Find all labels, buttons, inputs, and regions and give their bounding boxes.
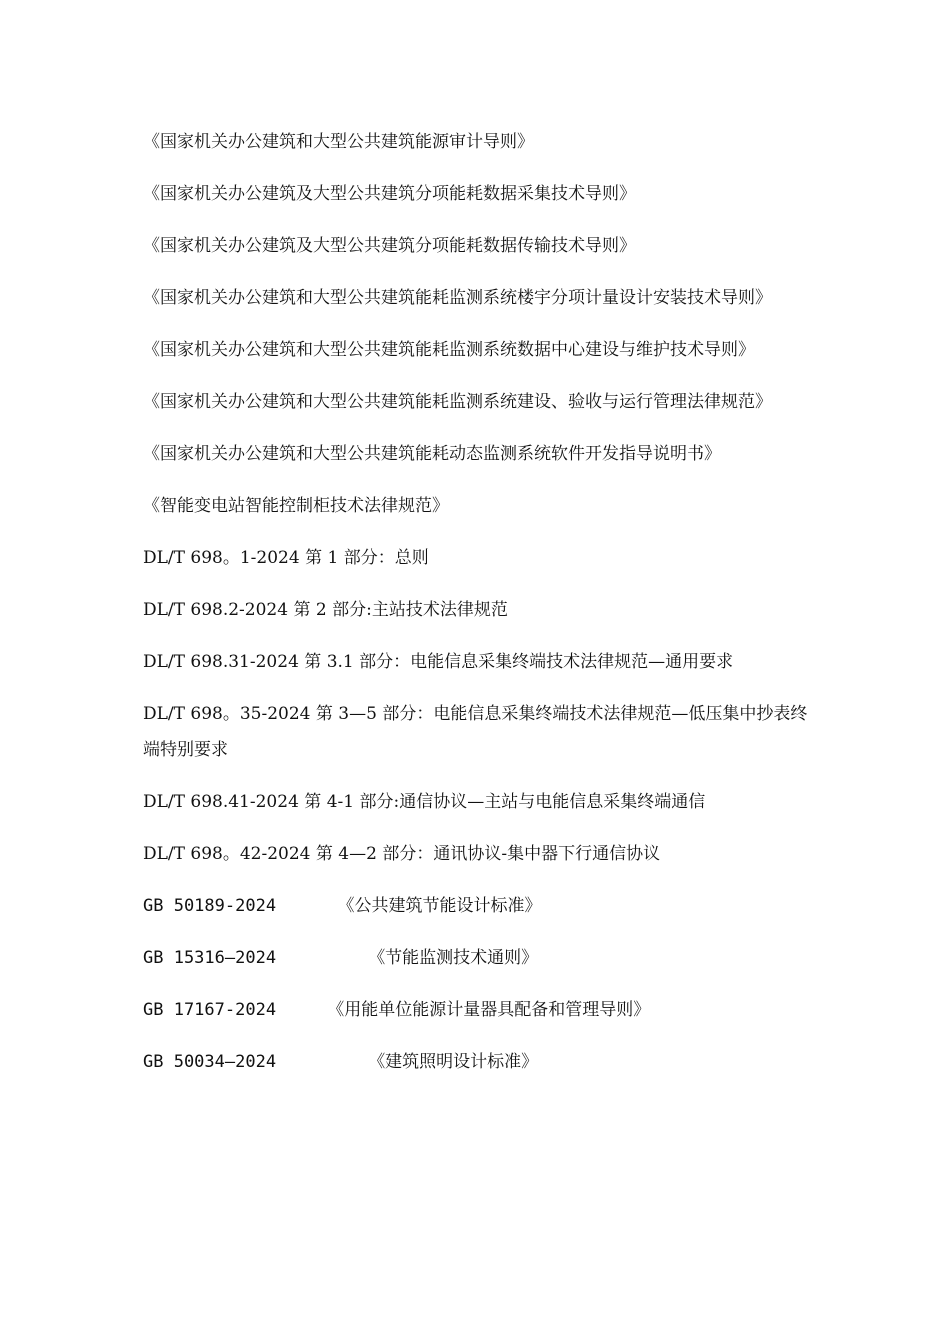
list-item: DL/T 698。1-2024 第 1 部分：总则 bbox=[143, 548, 429, 568]
standard-item bbox=[143, 940, 813, 976]
list-item: 《国家机关办公建筑和大型公共建筑能耗动态监测系统软件开发指导说明书》 bbox=[143, 444, 721, 464]
list-item: 《智能变电站智能控制柜技术法律规范》 bbox=[143, 496, 449, 516]
standard-title: 《公共建筑节能设计标准》 bbox=[337, 896, 542, 916]
standard-code: GB 50189-2024 bbox=[143, 896, 277, 916]
list-item: 《国家机关办公建筑和大型公共建筑能源审计导则》 bbox=[143, 132, 534, 152]
list-item: 《国家机关办公建筑和大型公共建筑能耗监测系统楼宇分项计量设计安装技术导则》 bbox=[143, 288, 772, 308]
standard-code: GB 15316—2024 bbox=[143, 948, 277, 968]
list-item: 《国家机关办公建筑及大型公共建筑分项能耗数据采集技术导则》 bbox=[143, 184, 636, 204]
list-item: 《国家机关办公建筑和大型公共建筑能耗监测系统数据中心建设与维护技术导则》 bbox=[143, 340, 755, 360]
standard-title: 《建筑照明设计标准》 bbox=[368, 1052, 539, 1072]
standard-item bbox=[143, 888, 813, 924]
standard-title: 《节能监测技术通则》 bbox=[368, 948, 539, 968]
standard-title: 《用能单位能源计量器具配备和管理导则》 bbox=[327, 1000, 651, 1020]
list-item: DL/T 698。42-2024 第 4—2 部分：通讯协议-集中器下行通信协议 bbox=[143, 844, 661, 864]
list-item: 《国家机关办公建筑及大型公共建筑分项能耗数据传输技术导则》 bbox=[143, 236, 636, 256]
standard-item bbox=[143, 992, 813, 1028]
standard-item bbox=[143, 1044, 813, 1080]
standard-code: GB 17167-2024 bbox=[143, 1000, 277, 1020]
document-body bbox=[143, 124, 813, 1096]
list-item: DL/T 698.31-2024 第 3.1 部分：电能信息采集终端技术法律规范—通用要求 bbox=[143, 652, 734, 672]
standard-code: GB 50034—2024 bbox=[143, 1052, 277, 1072]
list-item: DL/T 698.2-2024 第 2 部分:主站技术法律规范 bbox=[143, 600, 508, 620]
list-item: DL/T 698.41-2024 第 4-1 部分:通信协议—主站与电能信息采集终端通信 bbox=[143, 792, 706, 812]
list-item: 《国家机关办公建筑和大型公共建筑能耗监测系统建设、验收与运行管理法律规范》 bbox=[143, 392, 772, 412]
list-item: DL/T 698。35-2024 第 3—5 部分：电能信息采集终端技术法律规范—低压集中抄表终端特别要求 bbox=[143, 704, 808, 760]
